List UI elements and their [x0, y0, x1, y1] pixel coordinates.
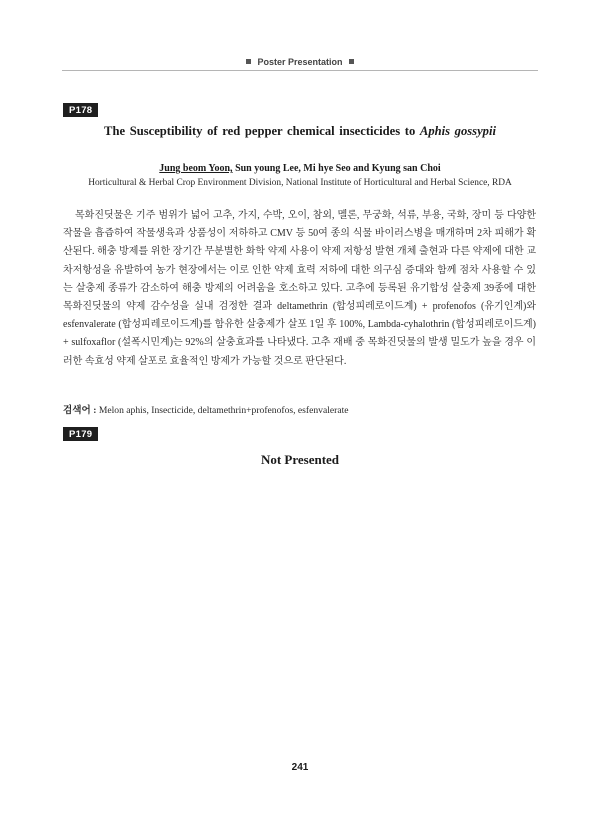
not-presented-notice: Not Presented	[260, 452, 340, 467]
abstract-id-badge: P178	[63, 103, 98, 117]
section-header	[0, 57, 600, 67]
title-species: Aphis gossypii	[419, 124, 496, 138]
square-bullet-icon	[246, 59, 251, 64]
title-main: The Susceptibility of red pepper chemical insecticides to	[104, 124, 416, 138]
keywords-label: 검색어 :	[63, 405, 97, 416]
page-number: 241	[291, 762, 309, 773]
header-divider	[62, 70, 538, 71]
keywords-text: Melon aphis, Insecticide, deltamethrin+profenofos, esfenvalerate	[98, 405, 349, 416]
section-header-label: Poster Presentation	[257, 57, 343, 67]
abstract-body: 목화진딧물은 기주 범위가 넓어 고추, 가지, 수박, 오이, 참외, 멜론, 무궁화, 석류, 부용, 국화, 장미 등 다양한 작물을 흡즙하여 작물생육과 상품성이 저하하고 CMV 등 50여 종의 식물 바이러스병을 매개하며 2차 피해가 확산된다. 해충 방제를 위한 장기간 무분별한 화학 약제 사용이 약제 저항성 발현 개체 출현과 다른 약제에 대한 교차저항성을 유발하여 농가 현장에서는 이로 인한 약제 효력 저하에 대한 의구심 증대와 함께 점차 사용할 수 있는 살충제 종류가 감소하여 해충 방제의 어려움을 호소하고 있다. 고추에 등록된 유기합성 살충제 39종에 대한 목화진딧물의 약제 감수성을 실내 검정한 결과 deltamethrin (합성피레로이드계) + profenofos (유기인계)와 esfenvalerate (합성피레로이드계)를 함유한 살충제가 살포 1일 후 100%, Lambda-cyhalothrin (합성피레로이드계) + sulfoxaflor (설폭시민계)는 92%의 살충효과를 나타냈다. 고추 재배 중 목화진딧물의 발생 밀도가 높을 경우 이러한 속효성 약제 살포로 효율적인 방제가 가능할 것으로 판단된다.	[63, 210, 536, 367]
abstract-id-badge-2: P179	[63, 427, 98, 441]
square-bullet-icon	[349, 59, 354, 64]
keywords	[63, 402, 536, 416]
affiliation: Horticultural & Herbal Crop Environment Division, National Institute of Horticultural and Herbal Science, RDA	[88, 178, 512, 188]
abstract-title	[60, 124, 540, 139]
co-authors: Sun young Lee, Mi hye Seo and Kyung san Choi	[235, 163, 441, 174]
presenting-author: Jung beom Yoon,	[159, 163, 233, 174]
author-list	[60, 163, 540, 174]
